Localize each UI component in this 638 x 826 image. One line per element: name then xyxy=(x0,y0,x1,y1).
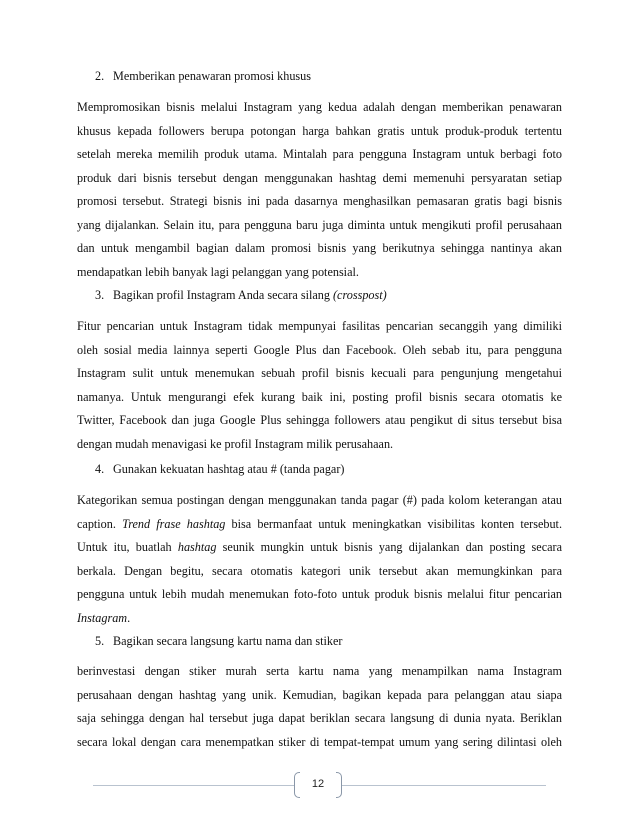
paragraph-line: pengguna untuk lebih mudah menemukan foto-foto untuk produk bisnis melalui fitur pencarian xyxy=(77,587,562,602)
paragraph-line xyxy=(77,607,562,631)
paragraph-line: Fitur pencarian untuk Instagram tidak mempunyai fasilitas pencarian secanggih yang dimiliki xyxy=(77,319,562,333)
paragraph-line xyxy=(77,536,562,560)
footer-rule-right xyxy=(342,785,546,786)
section-number: 4. xyxy=(95,462,105,476)
paragraph-line: Mempromosikan bisnis melalui Instagram yang kedua adalah dengan memberikan penawaran xyxy=(77,100,562,114)
section-heading-text: Memberikan penawaran promosi khusus xyxy=(113,69,311,83)
section-number: 5. xyxy=(95,634,105,648)
page-number: 12 xyxy=(311,778,325,790)
text-run: seunik mungkin untuk bisnis yang dijalankan dan posting secara xyxy=(216,540,562,555)
page-number-bracket-right xyxy=(336,772,342,798)
paragraph-line: yang dijalankan. Selain itu, para pengguna baru juga diminta untuk mengikuti profil perusahaan xyxy=(77,217,562,232)
paragraph-line: khusus kepada followers berupa potongan harga bahkan gratis untuk produk-produk tertentu xyxy=(77,123,562,138)
paragraph-line: secara lokal dengan cara menempatkan stiker di tempat-tempat umum yang sering dilintasi oleh xyxy=(77,734,562,749)
section-number: 3. xyxy=(95,288,105,302)
paragraph-3 xyxy=(77,315,562,456)
section-heading-5 xyxy=(95,634,342,649)
paragraph-line: dengan mudah menavigasi ke profil Instagram milik perusahaan. xyxy=(77,436,394,451)
text-run: . xyxy=(127,610,131,625)
paragraph-line: oleh sosial media lainnya seperti Google Plus dan Facebook. Oleh sebab itu, para pengguna xyxy=(77,342,562,357)
footer-rule-left xyxy=(93,785,294,786)
text-run-italic: Trend frase hashtag xyxy=(122,516,226,531)
paragraph-line: produk dari bisnis tersebut dengan menggunakan hashtag demi memenuhi persyaratan setiap xyxy=(77,170,562,185)
section-heading-4 xyxy=(95,462,344,477)
paragraph-line: setelah mereka memilih produk utama. Mintalah para pengguna Instagram untuk berbagi foto xyxy=(77,147,562,162)
paragraph-line: berkala. Dengan begitu, secara otomatis kategori unik tersebut akan memungkinkan para xyxy=(77,563,562,578)
section-number: 2. xyxy=(95,69,105,83)
paragraph-line: Twitter, Facebook dan juga Google Plus sehingga followers atau pengikut di situs tersebut bisa xyxy=(77,413,562,428)
text-run-italic: Instagram xyxy=(77,610,128,625)
paragraph-line: perusahaan dengan hashtag yang unik. Kemudian, bagikan kepada para pelanggan atau siapa xyxy=(77,687,562,702)
section-heading-text: Bagikan profil Instagram Anda secara silang xyxy=(113,288,330,302)
paragraph-line xyxy=(77,513,562,537)
text-run: bisa bermanfaat untuk meningkatkan visibilitas konten tersebut. xyxy=(225,516,562,531)
section-heading-italic: (crosspost) xyxy=(332,288,387,302)
section-heading-3 xyxy=(95,288,387,303)
section-heading-text: Gunakan kekuatan hashtag atau # (tanda pagar) xyxy=(113,462,345,476)
text-run: Untuk itu, buatlah xyxy=(77,540,178,555)
paragraph-2 xyxy=(77,96,562,284)
paragraph-line: dan untuk mengambil bagian dalam promosi bisnis yang berikutnya sehingga nantinya akan xyxy=(77,241,562,256)
paragraph-line: promosi tersebut. Strategi bisnis ini pada dasarnya menghasilkan pemasaran gratis bagi bisnis xyxy=(77,194,562,209)
paragraph-line: Kategorikan semua postingan dengan menggunakan tanda pagar (#) pada kolom keterangan atau xyxy=(77,493,562,507)
paragraph-line: berinvestasi dengan stiker murah serta kartu nama yang menampilkan nama Instagram xyxy=(77,664,562,678)
paragraph-line: saja sehingga dengan hal tersebut juga dapat beriklan secara langsung di dunia nyata. Beriklan xyxy=(77,711,562,726)
paragraph-line: mendapatkan lebih banyak lagi pelanggan yang potensial. xyxy=(77,264,359,279)
paragraph-line: Instagram sulit untuk menemukan sebuah profil bisnis kecuali para pengunjung mengetahui xyxy=(77,366,562,381)
section-heading-text: Bagikan secara langsung kartu nama dan stiker xyxy=(113,634,343,648)
paragraph-4 xyxy=(77,489,562,630)
paragraph-line: namanya. Untuk mengurangi efek kurang baik ini, posting profil bisnis secara otomatis ke xyxy=(77,389,562,404)
text-run: caption. xyxy=(77,516,123,531)
text-run-italic: hashtag xyxy=(177,540,217,555)
paragraph-5 xyxy=(77,660,562,754)
section-heading-2 xyxy=(95,69,311,84)
